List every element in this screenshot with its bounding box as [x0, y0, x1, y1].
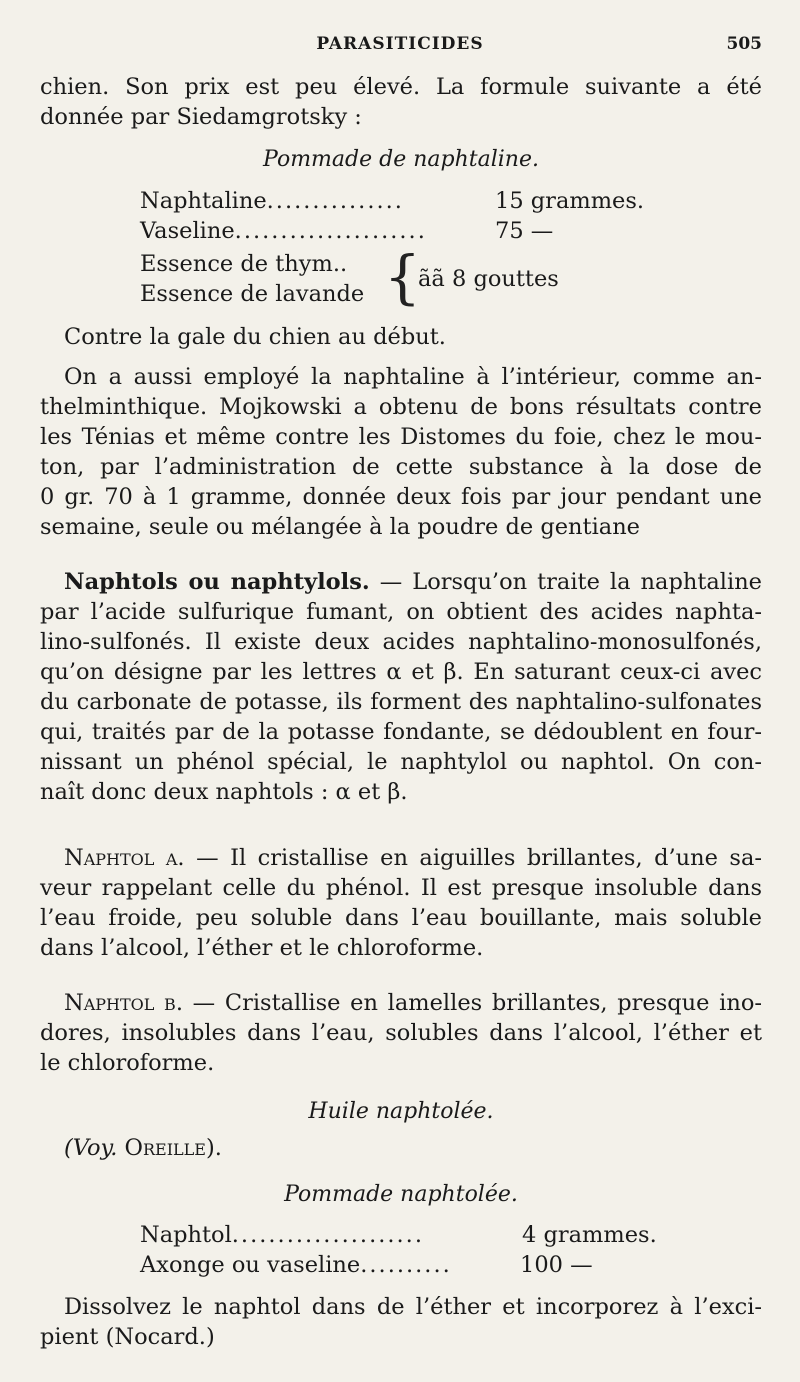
text-line: le chloroforme. — [40, 1050, 215, 1076]
text-line: qu’on désigne par les lettres α et β. En saturant ceux-ci avec — [40, 659, 762, 685]
text-line: qui, traités par de la potasse fondante, se dédoublent en four- — [40, 719, 762, 745]
text-line: lino-sulfonés. Il existe deux acides naphtalino-monosulfonés, — [40, 629, 762, 655]
text-line: dores, insolubles dans l’eau, solubles dans l’alcool, l’éther et — [40, 1020, 762, 1046]
text-line: (Voy. Oreille). — [64, 1135, 222, 1161]
page-number: 505 — [726, 34, 762, 54]
text-line: du carbonate de potasse, ils forment des naphtalino-sulfonates — [40, 689, 762, 715]
running-title: PARASITICIDES — [316, 34, 484, 54]
text-line: On a aussi employé la naphtaline à l’intérieur, comme an- — [64, 364, 762, 390]
text-line: Naphtols ou naphtylols. — Lorsqu’on traite la naphtaline — [64, 569, 763, 595]
recipe-2-item — [140, 1222, 424, 1248]
text-line: pient (Nocard.) — [40, 1324, 215, 1350]
text-line: ton, par l’administration de cette substance à la dose de — [40, 454, 762, 480]
text-line: 0 gr. 70 à 1 gramme, donnée deux fois par jour pendant une — [40, 484, 762, 510]
ingredient-name: Vaseline — [140, 218, 235, 244]
leader-dots: ..................... — [231, 1222, 424, 1248]
ingredient-qty: 75 — — [495, 218, 554, 244]
recipe-2-title: Pommade naphtolée. — [284, 1182, 518, 1207]
essences-qty: ãã 8 gouttes — [418, 266, 559, 292]
ingredient-qty: 100 — — [520, 1252, 593, 1278]
brace-icon: { — [384, 243, 421, 311]
text-line: chien. Son prix est peu élevé. La formule suivante a été — [40, 74, 762, 100]
paragraph-2 — [40, 362, 762, 542]
ingredient-name: Naphtol — [140, 1222, 232, 1248]
section-heading: Naphtol β. — [64, 990, 183, 1016]
text-line: Naphtol α. — Il cristallise en aiguilles brillantes, d’une sa- — [64, 845, 762, 871]
paragraph-1 — [40, 72, 762, 132]
paragraph-6 — [40, 1292, 762, 1352]
text-line: par l’acide sulfurique fumant, on obtient des acides naphta- — [40, 599, 762, 625]
text-line: thelminthique. Mojkowski a obtenu de bons résultats contre — [40, 394, 762, 420]
huile-title: Huile naphtolée. — [308, 1099, 494, 1124]
section-heading: Naphtols ou naphtylols. — [64, 569, 370, 595]
text-line: dans l’alcool, l’éther et le chloroforme. — [40, 935, 484, 961]
huile-reference — [40, 1133, 762, 1163]
essence-thym: Essence de thym.. — [140, 251, 348, 277]
text-line: naît donc deux naphtols : α et β. — [40, 779, 408, 805]
ingredient-qty: 4 grammes. — [522, 1222, 657, 1248]
section-heading: Naphtol α. — [64, 845, 185, 871]
recipe-1-note — [40, 322, 762, 352]
recipe-2-item — [140, 1252, 452, 1278]
text-line: semaine, seule ou mélangée à la poudre de gentiane — [40, 514, 640, 540]
text-line: l’eau froide, peu soluble dans l’eau bouillante, mais soluble — [40, 905, 762, 931]
ingredient-qty: 15 grammes. — [495, 188, 645, 214]
paragraph-3 — [40, 567, 762, 807]
recipe-1-item — [140, 188, 404, 214]
leader-dots: ..................... — [234, 218, 427, 244]
text-line: nissant un phénol spécial, le naphtylol ou naphtol. On con- — [40, 749, 762, 775]
paragraph-4 — [40, 843, 762, 963]
text-line: Dissolvez le naphtol dans de l’éther et incorporez à l’exci- — [64, 1294, 762, 1320]
recipe-1-item — [140, 218, 427, 244]
ingredient-name: Naphtaline — [140, 188, 267, 214]
ingredient-name: Axonge ou vaseline — [140, 1252, 361, 1278]
text-line: Contre la gale du chien au début. — [64, 324, 446, 350]
text-line: veur rappelant celle du phénol. Il est presque insoluble dans — [40, 875, 762, 901]
text-line: Naphtol β. — Cristallise en lamelles brillantes, presque ino- — [64, 990, 763, 1016]
leader-dots: .......... — [360, 1252, 452, 1278]
text-line: donnée par Siedamgrotsky : — [40, 104, 362, 130]
running-header — [0, 34, 800, 58]
leader-dots: ............... — [266, 188, 404, 214]
text-line: les Ténias et même contre les Distomes du foie, chez le mou- — [40, 424, 762, 450]
recipe-1-title: Pommade de naphtaline. — [263, 147, 539, 172]
essence-lavande: Essence de lavande — [140, 281, 365, 307]
paragraph-5 — [40, 988, 762, 1078]
